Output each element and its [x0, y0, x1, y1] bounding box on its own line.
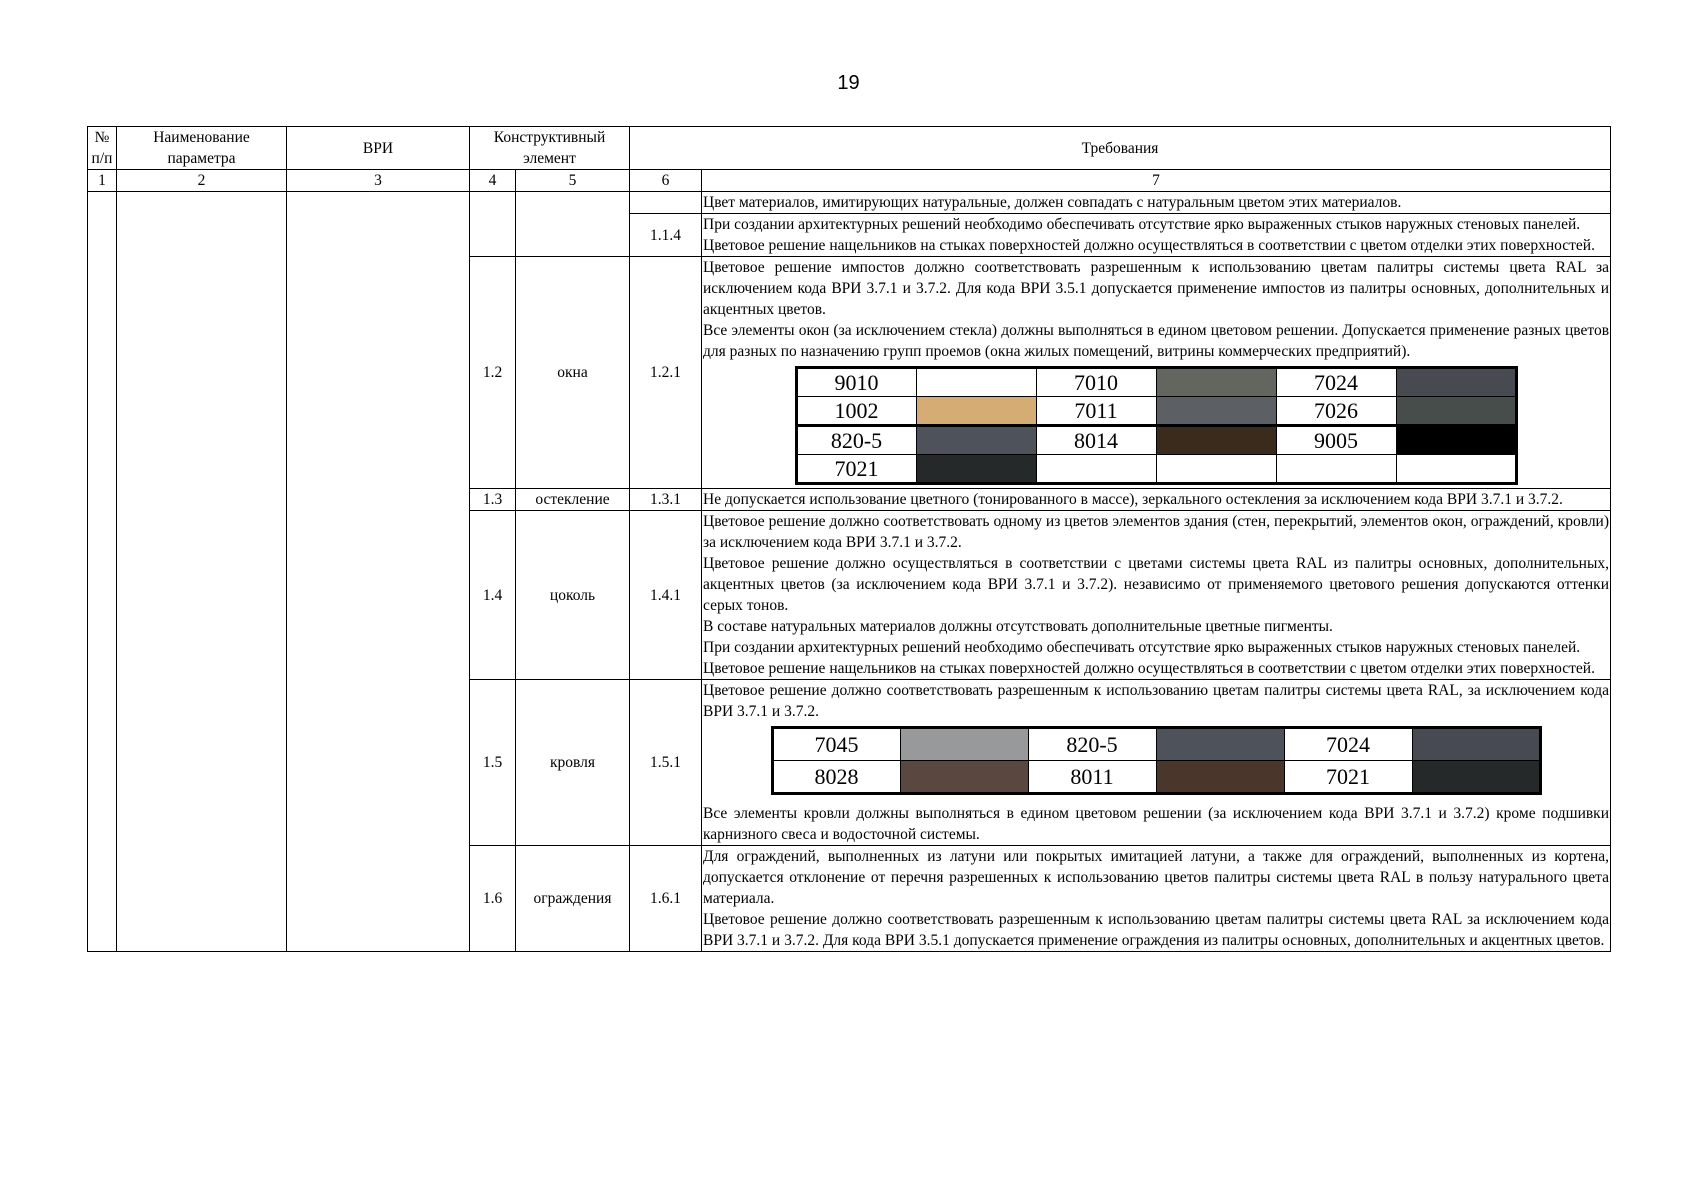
requirement-text	[702, 846, 1611, 952]
ral-palette-windows	[795, 366, 1518, 485]
element-name: кровля	[516, 680, 630, 846]
requirement-paragraph: Не допускается использование цветного (тонированного в массе), зеркального остекления за исключением кода ВРИ 3.7.1 и 3.7.2.	[703, 491, 1563, 508]
element-number: 1.4	[470, 511, 516, 680]
ral-palette-roof	[771, 726, 1542, 795]
color-swatch	[1156, 728, 1284, 761]
element-name: остекление	[516, 489, 630, 511]
item-code: 1.2.1	[630, 257, 702, 489]
item-code: 1.4.1	[630, 511, 702, 680]
requirement-paragraph: Цветовое решение должно соответствовать разрешенным к использованию цветам палитры системы цвета RAL, за исключением кода ВРИ 3.7.1 и 3.7.2.	[703, 682, 1610, 720]
palette-row	[796, 368, 1516, 397]
requirement-paragraph: Цветовое решение должно соответствовать разрешенным к использованию цветам палитры системы цвета RAL за исключением кода ВРИ 3.7.1 и 3.7.2. Для кода ВРИ 3.5.1 допускается применение ограждения из палитры основных, дополнительных и акцентных цветов.	[703, 911, 1610, 949]
requirement-paragraph: Для ограждений, выполненных из латуни или покрытых имитацией латуни, а также для ограждений, выполненных из кортена, допускается отклонение от перечня разрешенных к использованию цветов палитры системы цвета RAL в пользу натурального цвета материала.	[703, 848, 1610, 907]
ral-code-label: 8028	[772, 761, 900, 794]
header-requirements: Требования	[630, 127, 1611, 170]
ral-code-label: 8011	[1028, 761, 1156, 794]
ral-code-label: 820-5	[796, 426, 916, 455]
header-row	[88, 127, 1611, 170]
palette-row	[772, 761, 1540, 794]
item-code: 1.6.1	[630, 846, 702, 952]
col-number: 2	[117, 170, 287, 192]
empty-cell	[630, 192, 702, 214]
requirement-text	[702, 257, 1611, 489]
empty-cell	[117, 192, 287, 952]
color-swatch	[916, 397, 1036, 426]
palette-row	[796, 455, 1516, 484]
requirement-text: Цвет материалов, имитирующих натуральные, должен совпадать с натуральным цветом этих материалов.	[702, 192, 1611, 214]
empty-cell	[470, 192, 516, 257]
ral-code-label: 7010	[1036, 368, 1156, 397]
element-name: ограждения	[516, 846, 630, 952]
color-swatch	[916, 368, 1036, 397]
element-name: окна	[516, 257, 630, 489]
color-palette	[703, 362, 1609, 488]
header-element: Конструктивный элемент	[470, 127, 630, 170]
requirement-text	[702, 680, 1611, 846]
requirement-text	[702, 489, 1611, 511]
element-number: 1.6	[470, 846, 516, 952]
ral-code-label: 7045	[772, 728, 900, 761]
col-number: 4	[470, 170, 516, 192]
requirement-paragraph: Цветовое решение импостов должно соответствовать разрешенным к использованию цветам палитры системы цвета RAL за исключением кода ВРИ 3.7.1 и 3.7.2. Для кода ВРИ 3.5.1 допускается применение импостов из палитры основных, дополнительных и акцентных цветов.	[703, 259, 1610, 318]
color-swatch	[916, 426, 1036, 455]
color-swatch	[900, 761, 1028, 794]
requirement-paragraph: Все элементы окон (за исключением стекла) должны выполняться в едином цветовом решении. Допускается применение разных цветов для разных по назначению групп проемов (окна жилых помещений, витрины коммерческих предприятий).	[703, 322, 1610, 360]
empty-cell	[1036, 455, 1156, 484]
ral-code-label: 7026	[1276, 397, 1396, 426]
palette-row	[772, 728, 1540, 761]
col-number: 5	[516, 170, 630, 192]
ral-code-label: 1002	[796, 397, 916, 426]
col-number: 1	[88, 170, 117, 192]
empty-cell	[1396, 455, 1516, 484]
ral-code-label: 7024	[1284, 728, 1412, 761]
header-num: № п/п	[88, 127, 117, 170]
requirement-paragraph: Цветовое решение должно соответствовать одному из цветов элементов здания (стен, перекрытий, элементов окон, ограждений, кровли) за исключением кода ВРИ 3.7.1 и 3.7.2.	[703, 513, 1610, 551]
requirement-paragraph: Цветовое решение нащельников на стыках поверхностей должно осуществляться в соответствии с цветом отделки этих поверхностей.	[703, 660, 1595, 677]
element-number: 1.5	[470, 680, 516, 846]
requirement-text	[702, 511, 1611, 680]
element-number: 1.3	[470, 489, 516, 511]
color-swatch	[1156, 426, 1276, 455]
color-swatch	[1156, 397, 1276, 426]
requirement-paragraph: Все элементы кровли должны выполняться в едином цветовом решении (за исключением кода ВРИ 3.7.1 и 3.7.2) кроме подшивки карнизного свеса и водосточной системы.	[703, 805, 1610, 843]
item-code: 1.5.1	[630, 680, 702, 846]
requirement-text	[702, 214, 1611, 257]
empty-cell	[287, 192, 470, 952]
color-swatch	[1412, 728, 1540, 761]
requirement-paragraph: При создании архитектурных решений необходимо обеспечивать отсутствие ярко выраженных стыков наружных стеновых панелей.	[703, 216, 1581, 233]
element-name: цоколь	[516, 511, 630, 680]
element-number: 1.2	[470, 257, 516, 489]
ral-code-label: 7021	[1284, 761, 1412, 794]
color-swatch	[1396, 426, 1516, 455]
header-parameter: Наименование параметра	[117, 127, 287, 170]
ral-code-label: 9010	[796, 368, 916, 397]
color-swatch	[1156, 368, 1276, 397]
empty-cell	[516, 192, 630, 257]
color-swatch	[1396, 397, 1516, 426]
col-number: 3	[287, 170, 470, 192]
header-vri: ВРИ	[287, 127, 470, 170]
color-swatch	[1156, 761, 1284, 794]
color-swatch	[916, 455, 1036, 484]
color-swatch	[1396, 368, 1516, 397]
table-row	[88, 192, 1611, 214]
page-number: 19	[837, 72, 860, 94]
requirements-table	[87, 126, 1611, 952]
empty-cell	[1276, 455, 1396, 484]
requirement-paragraph: В составе натуральных материалов должны отсутствовать дополнительные цветные пигменты.	[703, 618, 1333, 635]
ral-code-label: 7021	[796, 455, 916, 484]
empty-cell	[1156, 455, 1276, 484]
palette-row	[796, 426, 1516, 455]
column-number-row	[88, 170, 1611, 192]
color-swatch	[1412, 761, 1540, 794]
ral-code-label: 7011	[1036, 397, 1156, 426]
ral-code-label: 9005	[1276, 426, 1396, 455]
ral-code-label: 820-5	[1028, 728, 1156, 761]
color-swatch	[900, 728, 1028, 761]
ral-code-label: 7024	[1276, 368, 1396, 397]
col-number: 6	[630, 170, 702, 192]
empty-cell	[88, 192, 117, 952]
item-code: 1.1.4	[630, 214, 702, 257]
item-code: 1.3.1	[630, 489, 702, 511]
color-palette	[703, 722, 1609, 803]
palette-row	[796, 397, 1516, 426]
requirement-paragraph: Цветовое решение должно осуществляться в соответствии с цветами системы цвета RAL из палитры основных, дополнительных, акцентных цветов (за исключением кода ВРИ 3.7.1 и 3.7.2). независимо от применяемого цветового решения допускаются оттенки серых тонов.	[703, 555, 1610, 614]
requirement-paragraph: Цветовое решение нащельников на стыках поверхностей должно осуществляться в соответствии с цветом отделки этих поверхностей.	[703, 237, 1595, 254]
col-number: 7	[702, 170, 1611, 192]
requirement-paragraph: При создании архитектурных решений необходимо обеспечивать отсутствие ярко выраженных стыков наружных стеновых панелей.	[703, 639, 1581, 656]
ral-code-label: 8014	[1036, 426, 1156, 455]
